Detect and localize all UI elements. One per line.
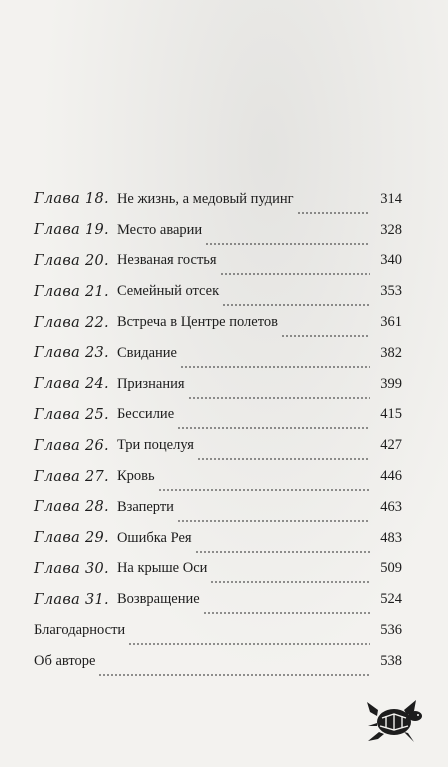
dot-leader	[180, 360, 370, 369]
page-number: 328	[380, 221, 402, 238]
chapter-number: Глава 28.	[34, 499, 109, 516]
page-number: 446	[380, 468, 402, 485]
toc-row	[34, 276, 402, 307]
dot-leader	[177, 421, 370, 430]
toc-row	[34, 184, 402, 215]
toc-row-acknowledgements	[34, 615, 402, 646]
chapter-title: Семейный отсек	[116, 283, 220, 300]
turtle-icon	[364, 694, 428, 748]
chapter-number: Глава 19.	[34, 222, 109, 239]
chapter-title: Не жизнь, а медовый пудинг	[116, 190, 294, 207]
dot-leader	[177, 514, 370, 523]
page-number: 361	[380, 314, 402, 331]
chapter-title: Бессилие	[116, 406, 175, 423]
page-number: 536	[380, 622, 402, 639]
dot-leader	[195, 545, 370, 554]
page-number: 524	[380, 591, 402, 608]
toc-row	[34, 523, 402, 554]
chapter-title: На крыше Оси	[116, 560, 208, 577]
chapter-title: Ошибка Рея	[116, 529, 192, 546]
dot-leader	[128, 637, 370, 646]
page-number: 399	[380, 375, 402, 392]
toc-row-about-author	[34, 646, 402, 677]
toc-row	[34, 246, 402, 277]
page-number: 340	[380, 252, 402, 269]
chapter-title: Взаперти	[116, 498, 174, 515]
dot-leader	[197, 452, 370, 461]
dot-leader	[188, 391, 370, 400]
chapter-number: Глава 31.	[34, 591, 109, 608]
toc-row	[34, 584, 402, 615]
toc-row	[34, 492, 402, 523]
chapter-number: Глава 22.	[34, 314, 109, 331]
table-of-contents	[34, 184, 402, 677]
toc-row	[34, 430, 402, 461]
chapter-number: Глава 23.	[34, 345, 109, 362]
dot-leader	[210, 575, 370, 584]
chapter-number: Глава 25.	[34, 406, 109, 423]
chapter-number: Глава 18.	[34, 191, 109, 208]
chapter-number: Глава 26.	[34, 437, 109, 454]
toc-row	[34, 554, 402, 585]
toc-row	[34, 461, 402, 492]
dot-leader	[98, 668, 370, 677]
dot-leader	[203, 606, 370, 615]
toc-row	[34, 369, 402, 400]
chapter-title: Три поцелуя	[116, 437, 194, 454]
page-number: 463	[380, 498, 402, 515]
dot-leader	[220, 267, 370, 276]
dot-leader	[158, 483, 370, 492]
chapter-number: Глава 21.	[34, 283, 109, 300]
dot-leader	[222, 298, 370, 307]
dot-leader	[281, 329, 370, 338]
section-title: Благодарности	[34, 622, 126, 639]
chapter-number: Глава 27.	[34, 468, 109, 485]
page-number: 509	[380, 560, 402, 577]
dot-leader	[205, 237, 370, 246]
toc-row	[34, 215, 402, 246]
chapter-title: Признания	[116, 375, 185, 392]
chapter-title: Кровь	[116, 468, 155, 485]
dot-leader	[297, 206, 370, 215]
chapter-number: Глава 29.	[34, 530, 109, 547]
chapter-title: Место аварии	[116, 221, 203, 238]
page-number: 483	[380, 529, 402, 546]
section-title: Об авторе	[34, 652, 96, 669]
page-number: 427	[380, 437, 402, 454]
page-number: 314	[380, 190, 402, 207]
chapter-title: Возвращение	[116, 591, 200, 608]
toc-row	[34, 307, 402, 338]
page-number: 538	[380, 652, 402, 669]
page-number: 353	[380, 283, 402, 300]
toc-row	[34, 338, 402, 369]
chapter-title: Встреча в Центре полетов	[116, 314, 278, 331]
toc-row	[34, 400, 402, 431]
page-number: 415	[380, 406, 402, 423]
chapter-number: Глава 30.	[34, 560, 109, 577]
chapter-title: Свидание	[116, 344, 177, 361]
chapter-number: Глава 24.	[34, 376, 109, 393]
chapter-number: Глава 20.	[34, 252, 109, 269]
chapter-title: Незваная гостья	[116, 252, 217, 269]
page-number: 382	[380, 344, 402, 361]
